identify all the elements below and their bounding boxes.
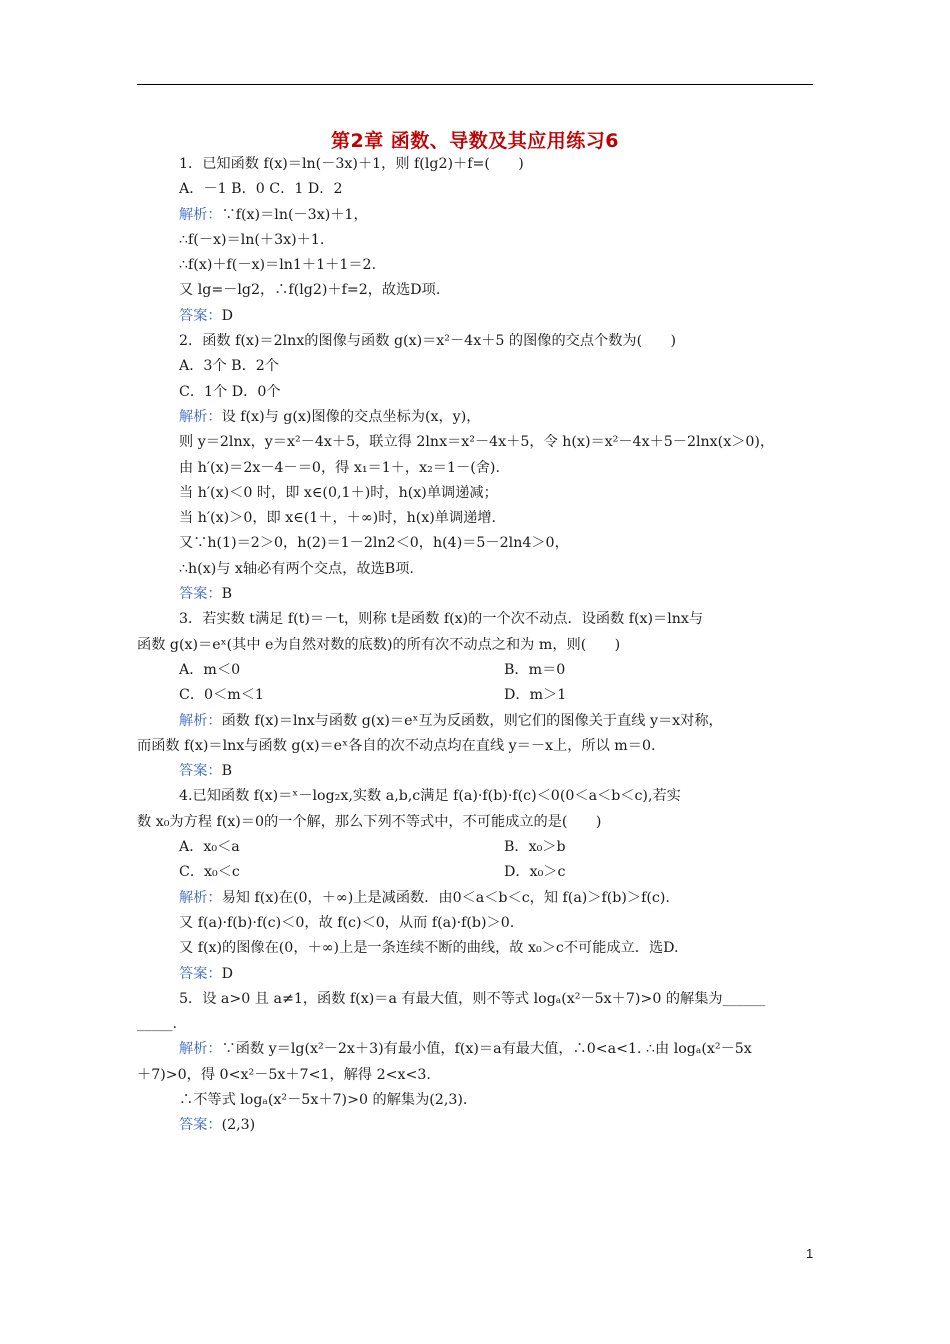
- line-text: ∵函数 y＝lg(x²－2x＋3)有最小值，f(x)＝a有最大值，∴0<a<1. ∴由 logₐ(x²－5x: [221, 1041, 752, 1058]
- answer-label: 答案：: [179, 1117, 222, 1134]
- line-text: A．－1 B．0 C．1 D．2: [179, 181, 343, 198]
- text-line: [137, 784, 817, 809]
- text-line: [137, 278, 817, 303]
- text-line: [137, 304, 817, 329]
- option-text: D．m＞1: [504, 687, 567, 704]
- text-line: [137, 329, 817, 354]
- text-line: [137, 886, 817, 911]
- answer-label: 答案：: [179, 763, 222, 780]
- text-line: [137, 1088, 817, 1113]
- line-text: ∴f(x)＋f(－x)＝ln1＋1＋1＝2.: [179, 257, 377, 274]
- text-line: [137, 405, 817, 430]
- line-text: 而函数 f(x)＝lnx与函数 g(x)＝eˣ各自的次不动点均在直线 y＝－x上，所以 m＝0.: [137, 737, 656, 754]
- line-text: 当 h′(x)＜0 时，即 x∈(0,1＋)时，h(x)单调递减；: [179, 484, 498, 501]
- line-text: 设 f(x)与 g(x)图像的交点坐标为(x，y)，: [221, 408, 481, 425]
- answer-label: 答案：: [179, 965, 222, 982]
- text-line: [137, 633, 817, 658]
- line-text: 函数 f(x)＝lnx与函数 g(x)＝eˣ互为反函数，则它们的图像关于直线 y＝x对称，: [221, 712, 723, 729]
- line-text: (2,3): [221, 1117, 256, 1134]
- line-text: ∴f(－x)＝ln(＋3x)＋1.: [179, 231, 325, 248]
- text-line: [137, 253, 817, 278]
- line-text: 1．已知函数 f(x)＝ln(－3x)＋1，则 f(lg2)＋f=( ): [179, 156, 524, 172]
- line-text: 则 y＝2lnx，y＝x²－4x＋5，联立得 2lnx＝x²－4x＋5，令 h(x)＝x²－4x＋5－2lnx(x＞0)，: [179, 434, 775, 451]
- text-line: [137, 936, 817, 961]
- line-text: 函数 g(x)＝eˣ(其中 e为自然对数的底数)的所有次不动点之和为 m，则( ): [137, 636, 621, 653]
- text-line: [137, 1037, 817, 1062]
- answer-label: 答案：: [179, 586, 222, 603]
- text-line: [137, 430, 817, 455]
- text-line: [137, 481, 817, 506]
- line-text: 数 x₀为方程 f(x)＝0的一个解，那么下列不等式中，不可能成立的是( ): [137, 813, 602, 830]
- answer-label: 解析：: [179, 712, 222, 729]
- text-line: [137, 506, 817, 531]
- line-text: 3．若实数 t满足 f(t)＝－t，则称 t是函数 f(x)的一个次不动点．设函数 f(x)＝lnx与: [179, 611, 704, 628]
- line-text: 2．函数 f(x)＝2lnx的图像与函数 g(x)＝x²－4x＋5 的图像的交点个数为( ): [179, 333, 677, 350]
- line-text: 易知 f(x)在(0，＋∞)上是减函数．由0＜a＜b＜c，知 f(a)＞f(b)＞f(c).: [221, 889, 670, 906]
- line-text: ∴不等式 logₐ(x²－5x＋7)>0 的解集为(2,3).: [179, 1091, 468, 1108]
- text-line: [137, 531, 817, 556]
- line-text: 由 h′(x)＝2x－4－＝0，得 x₁＝1＋，x₂＝1－(舍).: [179, 459, 500, 476]
- line-text: B: [221, 586, 233, 603]
- text-line: [137, 1012, 817, 1037]
- text-line: [137, 557, 817, 582]
- text-line: [137, 962, 817, 987]
- line-text: 5．设 a>0 且 a≠1，函数 f(x)＝a 有最大值，则不等式 logₐ(x²－5x＋7)>0 的解集为______: [179, 990, 766, 1007]
- line-text: 又∵h(1)＝2＞0，h(2)＝1－2ln2＜0，h(4)＝5－2ln4＞0，: [179, 535, 569, 552]
- answer-label: 解析：: [179, 1041, 222, 1058]
- line-text: A．x₀＜a: [179, 839, 240, 856]
- answer-label: 答案：: [179, 307, 222, 324]
- line-text: C．1个 D．0个: [179, 383, 281, 400]
- line-text: 4.已知函数 f(x)＝ˣ－log₂x,实数 a,b,c满足 f(a)·f(b)·f(c)＜0(0＜a＜b＜c),若实: [179, 788, 681, 805]
- text-line: [137, 1113, 817, 1138]
- text-line: [137, 709, 817, 734]
- text-line: [137, 911, 817, 936]
- line-text: 又 f(x)的图像在(0，＋∞)上是一条连续不断的曲线，故 x₀＞c不可能成立．选D.: [179, 940, 679, 957]
- text-line: [137, 582, 817, 607]
- text-line: [137, 987, 817, 1012]
- line-text: 又 lg=－lg2，∴f(lg2)＋f=2，故选D项.: [179, 282, 441, 299]
- option-text: D．x₀＞c: [504, 864, 566, 881]
- answer-label: 解析：: [179, 408, 222, 425]
- text-line: [137, 1063, 817, 1088]
- text-line: [137, 380, 817, 405]
- line-text: C．0＜m＜1: [179, 687, 264, 704]
- text-line: [137, 607, 817, 632]
- page-title: 第2章 函数、导数及其应用练习6: [330, 130, 620, 152]
- line-text: A．m＜0: [179, 661, 241, 678]
- line-text: D: [221, 965, 233, 982]
- answer-label: 解析：: [179, 206, 222, 223]
- line-text: ＋7)>0，得 0<x²－5x＋7<1，解得 2<x<3.: [137, 1066, 431, 1083]
- line-text: A．3个 B．2个: [179, 358, 279, 375]
- text-line: [137, 759, 817, 784]
- line-text: C．x₀＜c: [179, 864, 240, 881]
- page-number: 1: [806, 1246, 814, 1261]
- line-text: 又 f(a)·f(b)·f(c)＜0，故 f(c)＜0，从而 f(a)·f(b)＞0.: [179, 914, 515, 931]
- document-body: [137, 152, 817, 1139]
- header-rule: [137, 84, 813, 85]
- option-text: B．x₀＞b: [504, 839, 566, 856]
- option-text: B．m＝0: [504, 661, 566, 678]
- line-text: 当 h′(x)＞0，即 x∈(1＋，＋∞)时，h(x)单调递增.: [179, 510, 497, 527]
- text-line: [137, 456, 817, 481]
- line-text: B: [221, 763, 233, 780]
- text-line: [137, 860, 817, 885]
- text-line: [137, 354, 817, 379]
- text-line: [137, 835, 817, 860]
- text-line: [137, 658, 817, 683]
- text-line: [137, 177, 817, 202]
- line-text: ∴h(x)与 x轴必有两个交点，故选B项.: [179, 560, 414, 577]
- answer-label: 解析：: [179, 889, 222, 906]
- line-text: _____.: [137, 1016, 177, 1033]
- line-text: ∵f(x)＝ln(－3x)＋1，: [221, 206, 368, 223]
- text-line: [137, 203, 817, 228]
- line-text: D: [221, 307, 233, 324]
- text-line: [137, 228, 817, 253]
- text-line: [137, 152, 817, 177]
- text-line: [137, 810, 817, 835]
- text-line: [137, 683, 817, 708]
- text-line: [137, 734, 817, 759]
